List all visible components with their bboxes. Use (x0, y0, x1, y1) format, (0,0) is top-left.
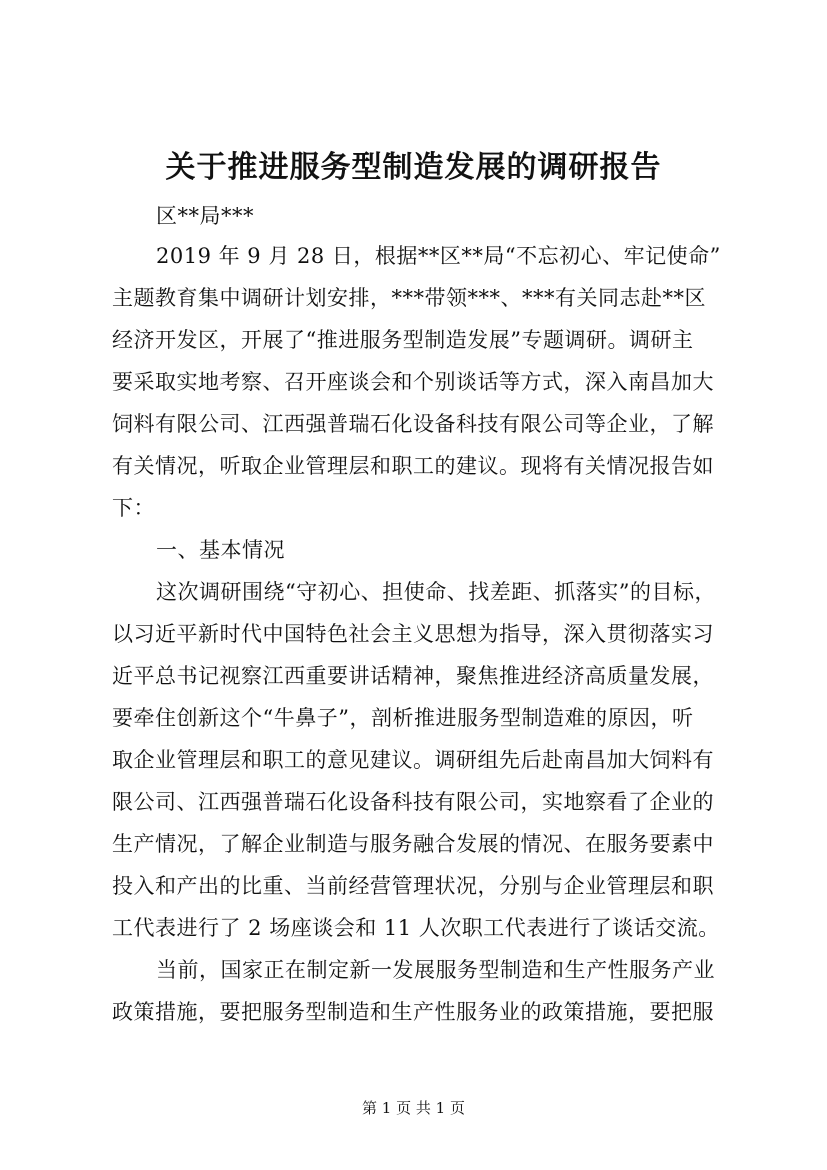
paragraph-line: 投入和产出的比重、当前经营管理状况，分别与企业管理层和职 (112, 874, 714, 898)
document-title: 关于推进服务型制造发展的调研报告 (165, 150, 662, 185)
paragraph-line: 工代表进行了 2 场座谈会和 11 人次职工代表进行了谈话交流。 (112, 916, 720, 940)
paragraph-line: 饲料有限公司、江西强普瑞石化设备科技有限公司等企业，了解 (112, 412, 714, 436)
paragraph-line: 要牵住创新这个“牛鼻子”，剖析推进服务型制造难的原因，听 (112, 706, 694, 730)
paragraph-line: 生产情况，了解企业制造与服务融合发展的情况、在服务要素中 (112, 832, 714, 856)
paragraph-line: 2019 年 9 月 28 日，根据**区**局“不忘初心、牢记使命” (156, 244, 721, 268)
section-heading: 一、基本情况 (156, 538, 285, 562)
page-number-footer: 第 1 页 共 1 页 (362, 1099, 465, 1117)
paragraph-line: 取企业管理层和职工的意见建议。调研组先后赴南昌加大饲料有 (112, 748, 714, 772)
paragraph-line: 主题教育集中调研计划安排，***带领***、***有关同志赴**区 (112, 286, 706, 310)
paragraph-line: 下： (112, 496, 155, 520)
paragraph-line: 近平总书记视察江西重要讲话精神，聚焦推进经济高质量发展， (112, 664, 714, 688)
paragraph-line: 政策措施，要把服务型制造和生产性服务业的政策措施，要把服 (112, 1000, 714, 1024)
paragraph-line: 经济开发区，开展了“推进服务型制造发展”专题调研。调研主 (112, 328, 694, 352)
paragraph-line: 当前，国家正在制定新一发展服务型制造和生产性服务产业 (156, 958, 715, 982)
paragraph-line: 限公司、江西强普瑞石化设备科技有限公司，实地察看了企业的 (112, 790, 714, 814)
paragraph-line: 要采取实地考察、召开座谈会和个别谈话等方式，深入南昌加大 (112, 370, 714, 394)
paragraph-line: 有关情况，听取企业管理层和职工的建议。现将有关情况报告如 (112, 454, 714, 478)
author-line: 区**局*** (156, 204, 254, 228)
paragraph-line: 这次调研围绕“守初心、担使命、找差距、抓落实”的目标， (156, 580, 716, 604)
paragraph-line: 以习近平新时代中国特色社会主义思想为指导，深入贯彻落实习 (112, 622, 714, 646)
